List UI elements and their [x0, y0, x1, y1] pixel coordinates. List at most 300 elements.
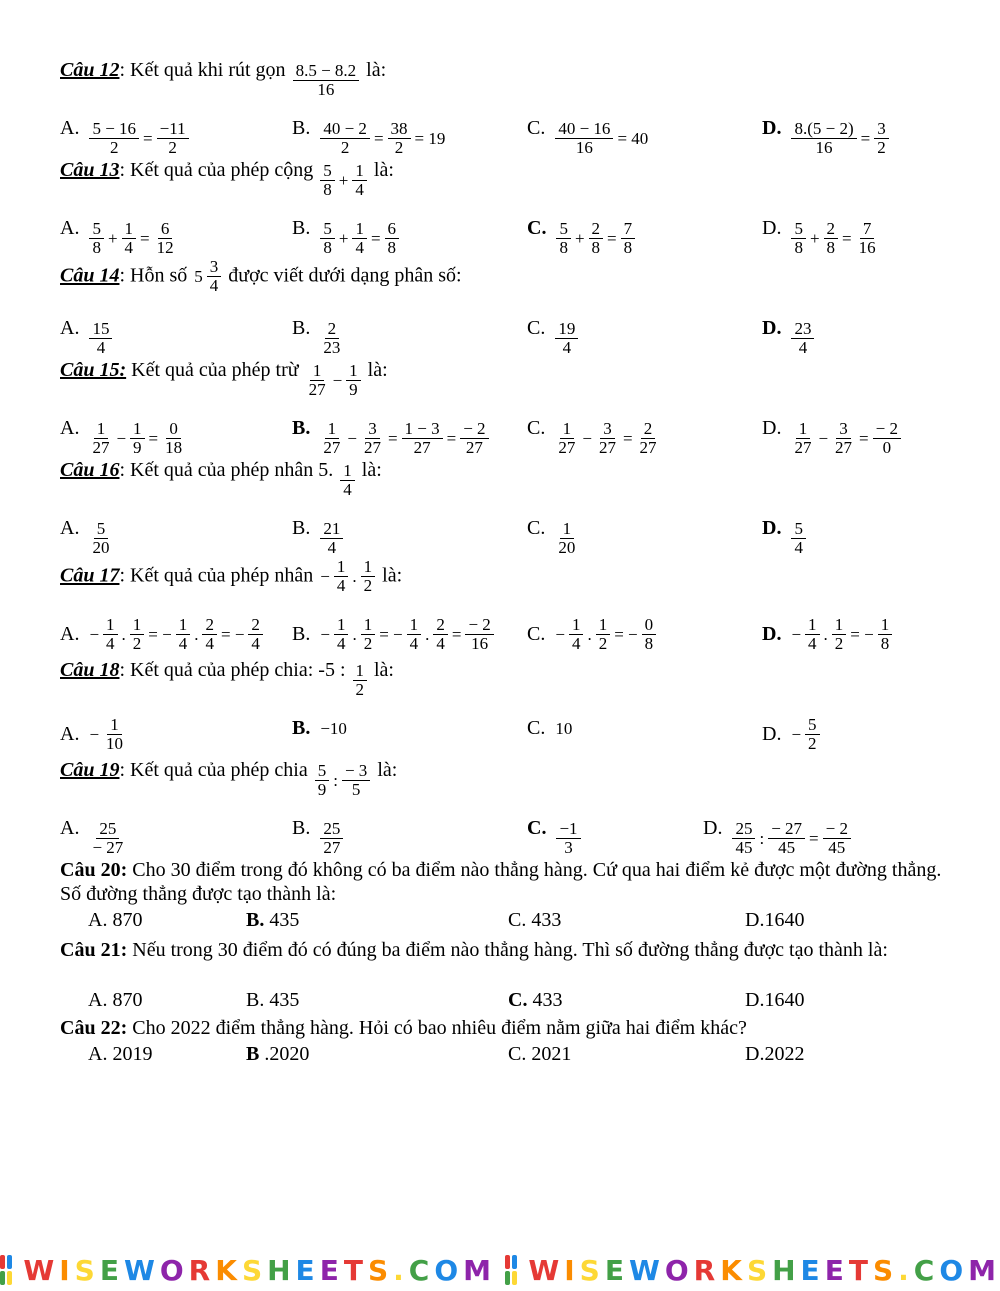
math-operator: . [823, 624, 828, 644]
option-letter: D. [745, 909, 765, 931]
denominator: 5 [351, 780, 361, 799]
question-text: Cho 2022 điểm thẳng hàng. Hỏi có bao nhiêu điểm nằm giữa hai điểm khác? [127, 1017, 747, 1039]
numerator: 1 [353, 662, 368, 681]
option-letter: B. [292, 622, 311, 645]
math-operator: − [89, 624, 100, 644]
math-expression [87, 320, 114, 357]
option-letter: C. [527, 317, 546, 339]
option-letter: B. [246, 909, 265, 931]
numerator: 2 [202, 616, 217, 635]
numerator: 8.5 − 8.2 [293, 62, 360, 81]
fraction [805, 616, 820, 653]
question-text: : Kết quả của phép nhân 5. [119, 459, 339, 481]
fraction [334, 616, 349, 653]
brand-letter: W [528, 1253, 563, 1287]
brand-letter: M [968, 1253, 999, 1287]
denominator: 4 [251, 634, 260, 653]
fraction [589, 220, 604, 257]
denominator: 16 [471, 634, 489, 653]
denominator: 27 [323, 438, 341, 457]
option-letter: A. [60, 517, 80, 539]
numerator: 2 [824, 220, 839, 239]
math-expression [318, 558, 377, 595]
numerator: 21 [320, 520, 343, 539]
question-stem [60, 558, 960, 595]
question-label: Câu 16 [60, 459, 120, 481]
math-expression [87, 120, 190, 157]
denominator: 45 [828, 838, 846, 857]
fraction [791, 320, 814, 357]
math-expression [553, 717, 574, 741]
numerator: 3 [874, 120, 889, 139]
numerator: 1 [352, 162, 367, 181]
numerator: 1 [103, 616, 118, 635]
fraction [402, 420, 443, 457]
answer-option [60, 116, 191, 157]
denominator: 2 [598, 634, 608, 653]
denominator: 8 [559, 238, 568, 257]
math-operator: − [582, 428, 592, 448]
math-operator: + [574, 228, 585, 248]
option-letter: A. [60, 722, 80, 745]
answer-option [762, 416, 903, 457]
math-expression [318, 220, 401, 257]
math-operator: : [759, 828, 765, 848]
math-operator: . [194, 624, 199, 644]
question-stem [60, 758, 960, 799]
denominator: 18 [165, 438, 183, 457]
denominator: 23 [323, 338, 341, 357]
numerator: 2 [589, 220, 604, 239]
math-expression [789, 616, 894, 653]
denominator: 4 [355, 180, 364, 199]
fraction [832, 616, 847, 653]
math-expression [338, 462, 357, 499]
fraction [154, 220, 177, 257]
denominator: 9 [317, 780, 327, 799]
answer-option [527, 616, 658, 653]
option-value: 433 [527, 989, 563, 1011]
fraction [89, 320, 112, 357]
question-label: Câu 18 [60, 659, 120, 681]
numerator: 1 [107, 716, 122, 735]
answer-option [60, 516, 114, 557]
numerator: 5 [805, 716, 820, 735]
option-letter: C. [527, 517, 546, 539]
denominator: 27 [413, 438, 431, 457]
option-letter: D. [762, 417, 782, 439]
answer-option [292, 616, 496, 653]
brand-letter: W [123, 1253, 158, 1287]
numerator: 0 [642, 616, 657, 635]
fraction [873, 420, 901, 457]
denominator: 16 [858, 238, 876, 257]
answer-option [527, 316, 580, 357]
answer-option [762, 216, 881, 257]
question-tail: là: [362, 359, 388, 381]
numerator: 2 [248, 616, 263, 635]
fraction [832, 420, 855, 457]
numerator: 1 [346, 362, 361, 381]
fraction [555, 320, 578, 357]
option-letter: A. [88, 1043, 108, 1065]
numerator: − 2 [465, 616, 493, 635]
brand-letter: E [319, 1253, 342, 1287]
math-expression [87, 520, 114, 557]
fraction [202, 616, 217, 653]
numerator: 1 [340, 462, 355, 481]
fraction [596, 616, 611, 653]
math-operator: − [320, 566, 330, 586]
denominator: 10 [106, 734, 124, 753]
answer-option [292, 816, 345, 857]
question-label: Câu 13 [60, 159, 120, 181]
option-letter: B. [292, 817, 311, 839]
denominator: 4 [794, 538, 803, 557]
math-expression [192, 258, 223, 295]
fraction [353, 662, 368, 699]
option-letter: C. [527, 717, 546, 739]
option-letter: B. [292, 417, 311, 439]
answer-option [762, 316, 816, 357]
fraction [352, 162, 367, 199]
math-operator: + [107, 228, 118, 248]
math-expression [87, 420, 187, 457]
question-tail: là: [372, 759, 398, 781]
math-expression [789, 220, 880, 257]
denominator: 2 [808, 734, 817, 753]
brand-letter: K [720, 1253, 745, 1287]
fraction [791, 120, 856, 157]
question-text: : Kết quả khi rút gọn [119, 59, 291, 81]
math-expression [87, 820, 128, 857]
question-tail: là: [377, 564, 403, 587]
fraction [130, 420, 145, 457]
denominator: 8 [794, 238, 803, 257]
math-expression [553, 320, 580, 357]
brand-letter: O [159, 1253, 187, 1287]
numerator: 1 [560, 520, 575, 539]
question-stem [60, 1016, 950, 1040]
answer-option [60, 716, 128, 753]
fraction [320, 320, 343, 357]
numerator: 1 [805, 616, 820, 635]
fraction [361, 616, 376, 653]
numerator: − 27 [768, 820, 805, 839]
denominator: 27 [92, 438, 110, 457]
numerator: 1 [560, 420, 575, 439]
math-operator: . [425, 624, 430, 644]
numerator: 40 − 16 [555, 120, 613, 139]
denominator: 8 [323, 180, 332, 199]
option-letter: A. [60, 217, 80, 239]
answer-option [508, 988, 562, 1012]
numerator: 1 [310, 362, 325, 381]
fraction [320, 820, 343, 857]
numerator: 1 [130, 420, 145, 439]
math-expression [730, 820, 853, 857]
brand-letter: T [848, 1253, 871, 1287]
math-operator: − [332, 370, 343, 390]
brand-letter: S [579, 1253, 603, 1287]
numerator: 1 [334, 616, 349, 635]
fraction [103, 616, 118, 653]
question-text: : Kết quả của phép chia: -5 : [119, 659, 351, 681]
denominator: 8 [387, 238, 397, 257]
math-operator: : [333, 770, 338, 790]
math-expression [318, 120, 447, 157]
math-operator: = [860, 128, 871, 148]
option-letter: D. [762, 517, 782, 539]
fraction [433, 616, 448, 653]
fraction [465, 616, 493, 653]
question-label: Câu 19 [60, 759, 120, 781]
numerator: 5 [315, 762, 330, 781]
denominator: 8 [644, 634, 654, 653]
option-letter: B. [292, 117, 311, 139]
question-label: Câu 15: [60, 359, 127, 381]
answer-option [292, 416, 491, 457]
option-letter: D. [745, 1043, 765, 1065]
question-text: : Kết quả của phép nhân [119, 564, 319, 587]
numerator: 23 [791, 320, 814, 339]
question-label: Câu 17 [60, 564, 120, 587]
math-operator: = [387, 428, 398, 448]
brand-letter: H [772, 1253, 799, 1287]
answer-option [508, 908, 561, 932]
question-stem [60, 358, 960, 399]
question-text: : Hỗn số [119, 264, 193, 287]
denominator: 2 [394, 138, 404, 157]
denominator: 4 [336, 576, 346, 595]
math-operator: + [809, 228, 820, 248]
math-operator: − [818, 428, 829, 448]
option-letter: B. [292, 717, 311, 739]
fraction [162, 420, 185, 457]
fraction [555, 420, 578, 457]
option-letter: B [246, 1043, 260, 1065]
option-letter: D. [745, 989, 765, 1011]
question-label: Câu 21 [60, 939, 121, 961]
fraction [878, 616, 893, 653]
brand-letter: I [564, 1253, 578, 1287]
numerator: 2 [641, 420, 656, 439]
numerator: 3 [207, 258, 222, 277]
math-expression [304, 362, 363, 399]
brand-letter: E [824, 1253, 847, 1287]
denominator: 0 [882, 438, 892, 457]
math-expression [318, 320, 345, 357]
fraction [340, 462, 355, 499]
fraction [89, 420, 112, 457]
option-letter: B. [292, 517, 311, 539]
fraction [823, 820, 851, 857]
fraction [791, 520, 806, 557]
denominator: 2 [340, 138, 350, 157]
question-tail: là: [361, 59, 387, 81]
denominator: 27 [639, 438, 657, 457]
denominator: 20 [558, 538, 576, 557]
math-operator: = 19 [414, 128, 446, 148]
math-operator: = [140, 228, 150, 248]
option-letter: D. [762, 217, 782, 239]
footer-banner [0, 1252, 1000, 1288]
numerator: 38 [388, 120, 411, 139]
answer-option [508, 1042, 571, 1066]
option-letter: C. [508, 909, 527, 931]
option-letter: C. [527, 217, 547, 239]
numerator: 25 [320, 820, 343, 839]
question-text: Cho 30 điểm trong đó không có ba điểm nào thẳng hàng. Cứ qua hai điểm kẻ được một đường thẳng. Số đường thẳng được tạo thành là: [60, 859, 942, 905]
question-text: : Kết quả của phép cộng [119, 159, 319, 181]
question-stem [60, 658, 960, 699]
denominator: 8 [880, 634, 890, 653]
answer-option [527, 716, 574, 741]
numerator: 0 [166, 420, 181, 439]
answer-option [292, 516, 345, 557]
numerator: 1 [407, 616, 422, 635]
option-letter: C. [527, 622, 546, 645]
brand-letter: O [939, 1253, 967, 1287]
option-letter: A. [60, 417, 80, 439]
denominator: 2 [834, 634, 844, 653]
math-expression [553, 520, 580, 557]
brand-letter: S [74, 1253, 98, 1287]
question-stem [60, 58, 960, 99]
numerator: 5 [94, 520, 109, 539]
numerator: 2 [433, 616, 448, 635]
option-letter: D. [762, 722, 782, 745]
math-operator: = − [850, 624, 874, 644]
math-operator: = [451, 624, 462, 644]
denominator: 8 [826, 238, 836, 257]
numerator: 5 [320, 220, 335, 239]
fraction [207, 258, 222, 295]
math-operator: = − [614, 624, 638, 644]
option-letter: A. [60, 117, 80, 139]
option-letter: A. [88, 909, 108, 931]
denominator: 4 [205, 634, 214, 653]
math-operator: . [121, 624, 126, 644]
brand-letter: C [408, 1253, 433, 1287]
answer-option [527, 216, 637, 257]
math-expression [318, 717, 349, 741]
question-label: Câu 14 [60, 264, 120, 287]
denominator: 4 [178, 634, 188, 653]
brand-letter: E [99, 1253, 122, 1287]
numerator: 5 [89, 220, 104, 239]
denominator: 2 [168, 138, 177, 157]
numerator: 19 [555, 320, 578, 339]
option-letter: C. [508, 1043, 527, 1065]
fraction [361, 558, 376, 595]
brand-letter: C [913, 1253, 938, 1287]
denominator: 2 [110, 138, 119, 157]
math-expression [553, 120, 650, 157]
answer-option [292, 316, 345, 357]
option-value: 435 [264, 909, 300, 931]
brand-letter: E [295, 1253, 318, 1287]
fraction [569, 616, 584, 653]
math-operator: 5 [194, 266, 203, 286]
math-expression [318, 420, 490, 457]
option-value: 1640 [764, 989, 805, 1011]
numerator: 3 [365, 420, 380, 439]
numerator: − 2 [873, 420, 901, 439]
numerator: −11 [157, 120, 189, 139]
numerator: 2 [325, 320, 340, 339]
option-letter: B. [246, 989, 265, 1011]
fraction [248, 616, 263, 653]
fraction [555, 520, 578, 557]
fraction [320, 220, 335, 257]
brand-text [527, 1254, 1000, 1287]
math-expression [554, 220, 637, 257]
denominator: 20 [92, 538, 110, 557]
fraction [176, 616, 191, 653]
math-expression [351, 662, 370, 699]
math-operator: = [842, 228, 852, 248]
math-expression [313, 762, 373, 799]
brand-text [22, 1254, 495, 1287]
question-stem [60, 938, 950, 962]
option-value: 2019 [107, 1043, 153, 1065]
denominator: 4 [343, 480, 352, 499]
denominator: 4 [808, 634, 817, 653]
brand-letter: M [463, 1253, 494, 1287]
brand-letter: S [872, 1253, 897, 1287]
answer-option [745, 988, 804, 1012]
question-tail: là: [356, 459, 382, 481]
answer-option [60, 616, 265, 653]
numerator: 15 [89, 320, 112, 339]
math-operator: − [347, 428, 357, 448]
math-expression [87, 616, 264, 653]
answer-option [527, 116, 650, 157]
option-value: 1640 [764, 909, 805, 931]
brand-letter: H [267, 1253, 294, 1287]
brand-letter: . [898, 1253, 912, 1287]
denominator: 4 [106, 634, 115, 653]
question-tail: được viết dưới dạng phân số: [223, 264, 462, 287]
fraction [342, 762, 370, 799]
answer-option [762, 716, 822, 753]
numerator: 5 − 16 [89, 120, 139, 139]
denominator: 4 [124, 238, 134, 257]
fraction [768, 820, 805, 857]
math-expression [554, 820, 582, 857]
answer-option [762, 516, 808, 557]
denominator: 8 [92, 238, 101, 257]
question-label: Câu 12 [60, 59, 120, 81]
question-stem [60, 458, 960, 499]
math-expression [87, 220, 178, 257]
denominator: 8 [591, 238, 601, 257]
answer-option [60, 216, 179, 257]
option-value: 870 [107, 909, 143, 931]
denominator: 4 [209, 276, 219, 295]
numerator: 8.(5 − 2) [791, 120, 856, 139]
denominator: 9 [133, 438, 142, 457]
denominator: 9 [349, 380, 358, 399]
math-operator: = [373, 128, 384, 148]
question-stem [60, 158, 960, 199]
denominator: 45 [735, 838, 753, 857]
numerator: 7 [621, 220, 636, 239]
math-expression [789, 716, 821, 753]
fraction [856, 220, 879, 257]
math-operator: − [791, 724, 802, 744]
